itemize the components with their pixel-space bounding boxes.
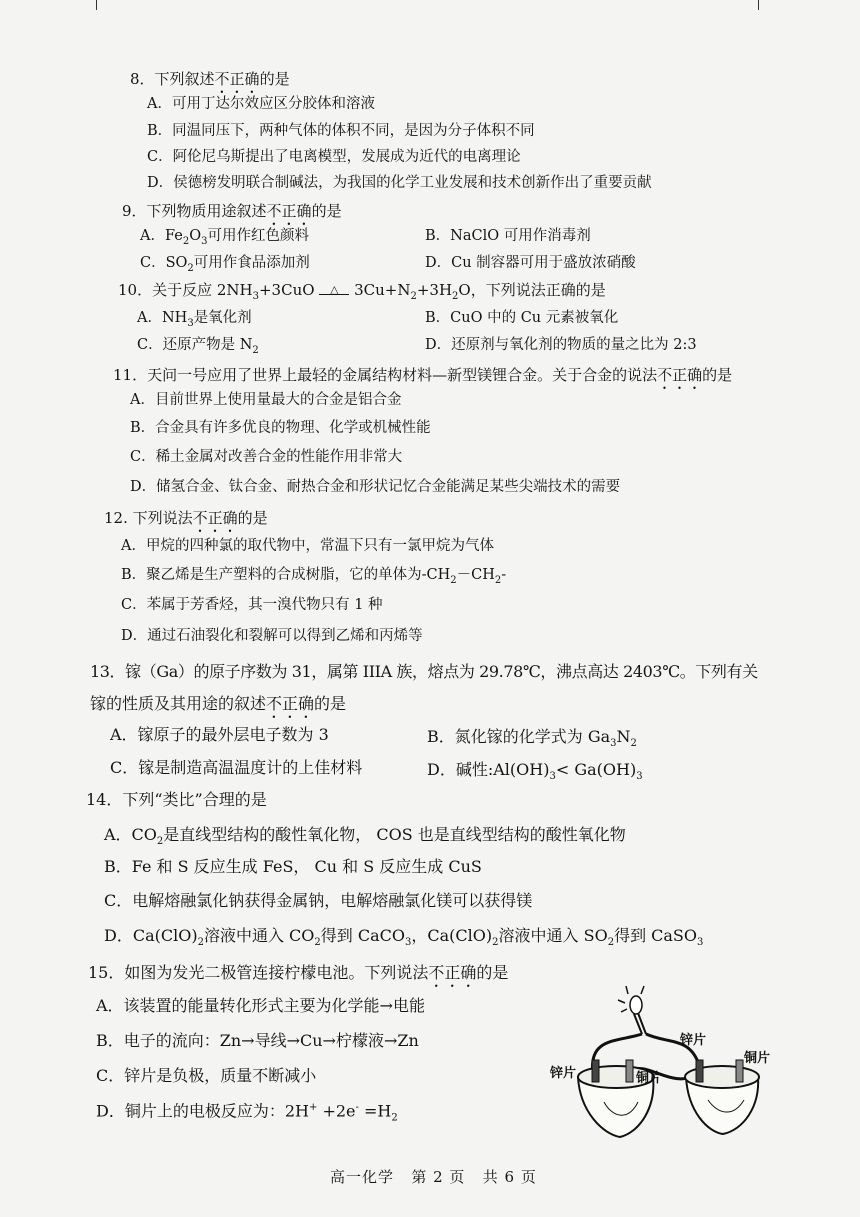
q10-option-a: A．$NH_3$是氧化剂: [137, 310, 252, 329]
q13-option-a: A．镓原子的最外层电子数为 3: [110, 725, 329, 744]
lemon-battery-figure: [548, 982, 783, 1157]
q15-option-d: D．铜片上的电极反应为：$2H^+ +2e^- =H_2$: [96, 1101, 398, 1124]
scan-mark-left: [96, 0, 97, 10]
q13-stem-line1: 13．镓（Ga）的原子序数为 31，属第 IIIA 族，熔点为 29.78℃，沸点高达 2403℃。下列有关: [90, 662, 758, 681]
q11-option-a: A．目前世界上使用量最大的合金是铝合金: [130, 392, 402, 408]
q10-option-b: B．CuO 中的 Cu 元素被氧化: [425, 310, 619, 326]
q14-option-c: C．电解熔融氯化钠获得金属钠，电解熔融氯化镁可以获得镁: [104, 891, 533, 910]
q12-option-b: B．聚乙烯是生产塑料的合成树脂，它的单体为$-CH_2-CH_2-$: [121, 567, 507, 586]
led-icon: [618, 986, 646, 1034]
q13-stem-line2: 镓的性质及其用途的叙述不正确的是: [90, 694, 347, 713]
label-copper-mid: 铜片: [636, 1071, 663, 1086]
scan-mark-right: [758, 0, 759, 10]
q8-option-d: D．侯德榜发明联合制碱法，为我国的化学工业发展和技术创新作出了重要贡献: [147, 175, 652, 191]
q8-stem: 8．下列叙述不正确的是: [130, 70, 290, 88]
q15-option-c: C．锌片是负极，质量不断减小: [96, 1066, 317, 1085]
reaction-condition-heat: △: [319, 285, 349, 295]
q12-option-c: C．苯属于芳香烃，其一溴代物只有 1 种: [121, 597, 383, 613]
q14-stem: 14．下列“类比”合理的是: [86, 790, 267, 809]
q8-option-c: C．阿伦尼乌斯提出了电离模型，发展成为近代的电离理论: [147, 149, 521, 165]
label-zinc-right: 锌片: [680, 1033, 707, 1048]
q12-stem: 12. 下列说法不正确的是: [104, 509, 268, 527]
q15-stem: 15．如图为发光二极管连接柠檬电池。下列说法不正确的是: [88, 963, 509, 982]
label-copper-right: 铜片: [744, 1051, 771, 1066]
q14-option-a: A．$CO_2$是直线型结构的酸性氧化物， COS 也是直线型结构的酸性氧化物: [104, 825, 626, 848]
q13-option-b: B．氮化镓的化学式为 $Ga_3N_2$: [427, 727, 637, 750]
q15-option-a: A．该装置的能量转化形式主要为化学能→电能: [96, 996, 425, 1015]
q11-stem: 11．天问一号应用了世界上最轻的金属结构材料—新型镁锂合金。关于合金的说法不正确的是: [113, 366, 733, 384]
footer-subject: 高一化学: [330, 1168, 395, 1186]
q11-option-c: C．稀土金属对改善合金的性能作用非常大: [130, 449, 403, 465]
q8-option-a: A．可用丁达尔效应区分胶体和溶液: [147, 96, 375, 112]
q11-option-d: D．储氢合金、钛合金、耐热合金和形状记忆合金能满足某些尖端技术的需要: [130, 479, 621, 495]
q12-option-a: A．甲烷的四种氯的取代物中，常温下只有一氯甲烷为气体: [121, 538, 494, 554]
q10-stem: 10．关于反应 $2NH_3+3CuO$ △ $3Cu+N_2+3H_2O$，下列说法正确的是: [118, 281, 606, 302]
q13-option-c: C．镓是制造高温温度计的上佳材料: [110, 758, 363, 777]
q13-option-d: D．碱性$:Al(OH)_3< Ga(OH)_3$: [427, 760, 643, 783]
q9-stem: 9．下列物质用途叙述不正确的是: [122, 202, 342, 220]
q15-option-b: B．电子的流向：Zn→导线→Cu→柠檬液→Zn: [96, 1031, 419, 1050]
q12-option-d: D．通过石油裂化和裂解可以得到乙烯和丙烯等: [121, 628, 423, 644]
q9-option-d: D．Cu 制容器可用于盛放浓硝酸: [425, 255, 636, 271]
q8-option-b: B．同温同压下，两种气体的体积不同，是因为分子体积不同: [147, 123, 535, 139]
q11-option-b: B．合金具有许多优良的物理、化学或机械性能: [130, 420, 431, 436]
footer-page: 第 2 页: [411, 1168, 466, 1186]
q10-option-c: C．还原产物是 $N_2$: [137, 337, 259, 356]
q10-option-d: D．还原剂与氧化剂的物质的量之比为 2:3: [425, 337, 697, 353]
q9-option-c: C．$SO_2$可用作食品添加剂: [140, 255, 310, 274]
q14-option-d: D．$Ca(ClO)_2$溶液中通入 $CO_2$得到 CaCO$_3$，$Ca(ClO)_2$溶液中通入 $SO_2$得到 CaSO$_3$: [104, 926, 704, 949]
page-footer: [330, 1170, 537, 1185]
label-zinc-left: 锌片: [550, 1066, 577, 1081]
footer-total: 共 6 页: [482, 1168, 537, 1186]
q9-option-b: B．NaClO 可用作消毒剂: [425, 228, 591, 244]
lemon-right: [685, 1060, 759, 1134]
q9-option-a: A．$Fe_2O_3$可用作红色颜料: [140, 228, 309, 247]
q14-option-b: B．Fe 和 S 反应生成 FeS， Cu 和 S 反应生成 CuS: [104, 857, 482, 876]
